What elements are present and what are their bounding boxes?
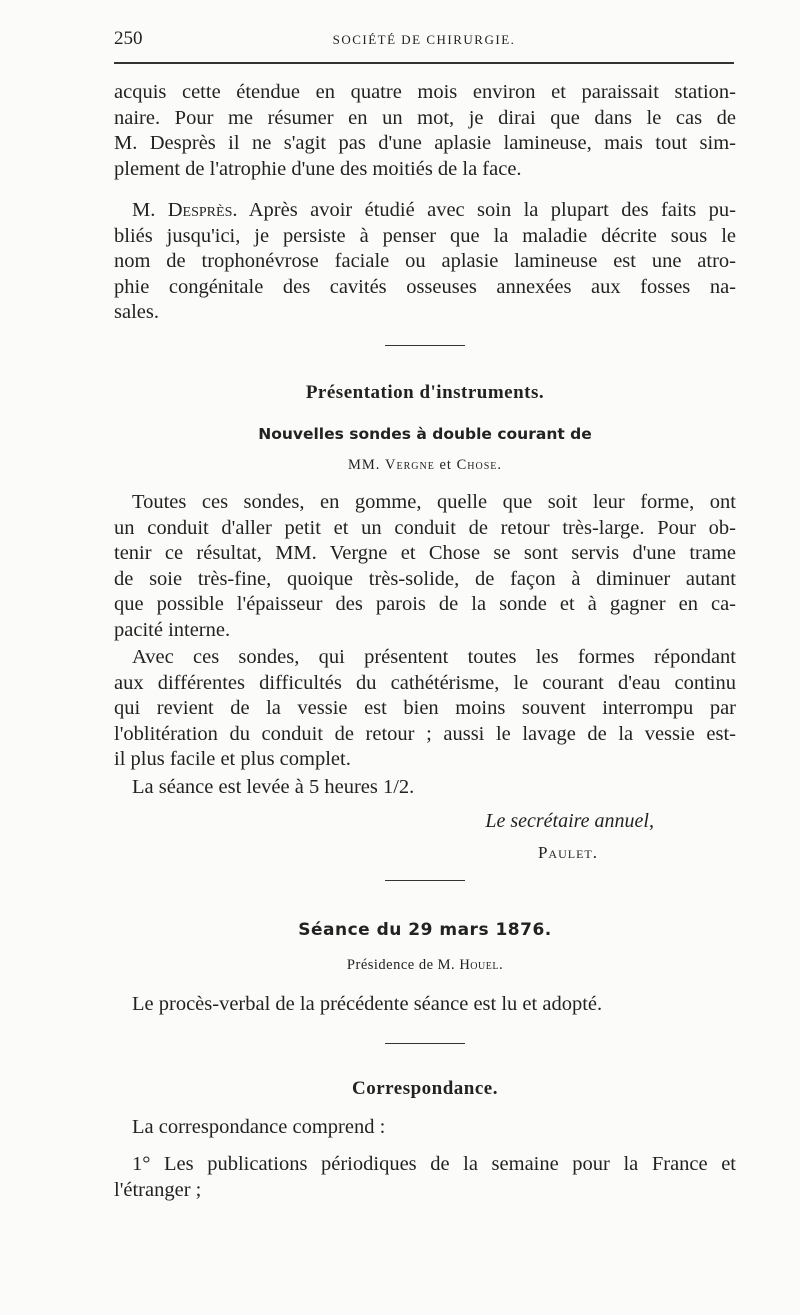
- intro-line: La correspondance comprend :: [132, 1116, 386, 1138]
- minutes-line: Le procès-verbal de la précédente séance est lu et adopté.: [132, 993, 603, 1015]
- paragraph-2: [114, 198, 736, 326]
- text-line: aux différentes difficultés du cathétérisme, le courant d'eau continu: [114, 671, 736, 694]
- text-line: que possible l'épaisseur des parois de la sonde et à gagner en ca-: [114, 593, 736, 615]
- text-line: [114, 198, 736, 224]
- text-line: plement de l'atrophie d'une des moitiés de la face.: [114, 157, 522, 180]
- authors-prefix: MM.: [348, 457, 386, 473]
- closing-paragraph: [114, 775, 736, 801]
- page-number: 250: [114, 28, 143, 49]
- instrument-subheading: Nouvelles sondes à double courant de: [258, 425, 592, 443]
- authors-suffix: .: [497, 457, 502, 473]
- text-line: un conduit d'aller petit et un conduit de retour très-large. Pour ob-: [114, 516, 736, 539]
- text-line: il plus facile et plus complet.: [114, 748, 351, 770]
- page-header: [114, 28, 734, 58]
- text-line: 1° Les publications périodiques de la semaine pour la France et: [132, 1153, 736, 1175]
- section-divider: [385, 1043, 465, 1044]
- text-line: phie congénitale des cavités osseuses annexées aux fosses na-: [114, 275, 736, 298]
- author-vergne: Vergne: [385, 457, 435, 473]
- text-line: l'étranger ;: [114, 1178, 202, 1201]
- authors-joiner: et: [434, 457, 457, 473]
- speaker-name: Desprès: [167, 199, 233, 221]
- text-line: Toutes ces sondes, en gomme, quelle que soit leur forme, ont: [132, 491, 736, 513]
- text-line: pacité interne.: [114, 618, 231, 641]
- header-rule: [114, 62, 734, 64]
- section-heading-correspondance: Correspondance.: [352, 1078, 498, 1099]
- section-divider: [385, 880, 465, 881]
- session-title: Séance du 29 mars 1876.: [298, 920, 552, 940]
- text-line: tenir ce résultat, MM. Vergne et Chose se sont servis d'une trame: [114, 542, 736, 564]
- paragraph-3: [114, 490, 736, 643]
- paragraph-1: [114, 80, 736, 182]
- text-line: naire. Pour me résumer en un mot, je dirai que dans le cas de: [114, 106, 736, 129]
- session-presidency: [114, 957, 736, 974]
- text-line: l'oblitération du conduit de retour ; aussi le lavage de la vessie est-: [114, 722, 736, 745]
- section-heading-instruments: Présentation d'instruments.: [305, 382, 545, 403]
- section-divider: [385, 345, 465, 346]
- signoff-role: Le secrétaire annuel,: [485, 810, 654, 832]
- text-line: bliés jusqu'ici, je persiste à penser que la maladie décrite sous le: [114, 224, 736, 247]
- text-line: sales.: [114, 301, 159, 323]
- paragraph-4: [114, 645, 736, 773]
- instrument-authors: [114, 457, 736, 474]
- text-line: M. Desprès il ne s'agit pas d'une aplasie lamineuse, mais tout sim-: [114, 132, 736, 154]
- minutes-paragraph: [114, 992, 736, 1018]
- correspondance-intro: [114, 1115, 736, 1141]
- signoff-name: Paulet.: [537, 843, 598, 862]
- text-line: de soie très-fine, quoique très-solide, de façon à diminuer autant: [114, 567, 736, 590]
- presidency-prefix: Présidence de M.: [346, 957, 460, 973]
- speaker-line-rest: . Après avoir étudié avec soin la plupart des faits pu-: [232, 199, 736, 221]
- running-title: SOCIÉTÉ DE CHIRURGIE.: [332, 32, 516, 47]
- text-line: acquis cette étendue en quatre mois environ et paraissait station-: [114, 81, 736, 103]
- closing-line: La séance est levée à 5 heures 1/2.: [132, 776, 415, 798]
- correspondance-item-1: [114, 1152, 736, 1203]
- president-name: Houel: [459, 957, 499, 973]
- text-line: qui revient de la vessie est bien moins souvent interrompu par: [114, 697, 736, 719]
- speaker-prefix: M.: [132, 199, 168, 221]
- text-line: Avec ces sondes, qui présentent toutes les formes répondant: [132, 646, 736, 668]
- text-line: nom de trophonévrose faciale ou aplasie lamineuse est une atro-: [114, 250, 736, 272]
- presidency-suffix: .: [498, 957, 504, 973]
- author-chose: Chose: [456, 457, 498, 473]
